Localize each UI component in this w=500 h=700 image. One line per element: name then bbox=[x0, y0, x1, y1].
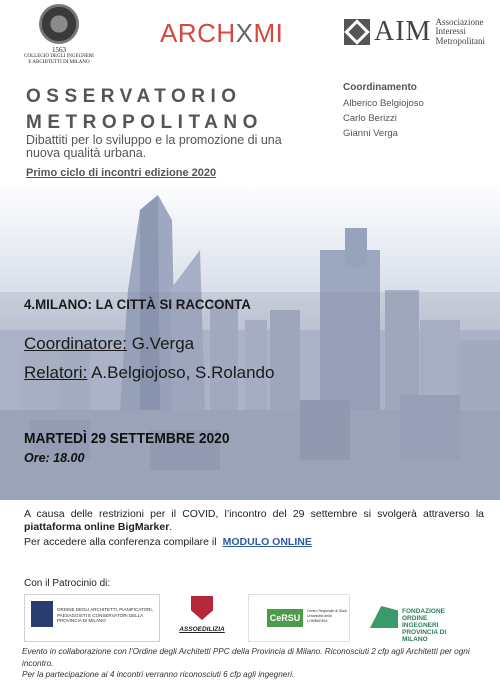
seal-icon bbox=[39, 4, 79, 44]
aim-subtitle-line3: Metropolitani bbox=[435, 35, 485, 46]
ordine-architetti-logo bbox=[24, 594, 160, 642]
cersu-mark: CeRSU bbox=[267, 609, 303, 627]
coordinatore-value: G.Verga bbox=[127, 334, 195, 353]
cycle-label: Primo ciclo di incontri edizione 2020 bbox=[26, 167, 217, 179]
coordinatore-label: Coordinatore: bbox=[24, 334, 128, 353]
ordine-architetti-text: ORDINE DEGLI ARCHITETTI, PIANIFICATORI, PAESAGGISTI E CONSERVATORI DELLA PROVINCIA DI MILANO bbox=[57, 607, 153, 623]
coordinamento-heading: Coordinamento bbox=[343, 82, 417, 93]
aim-mark-icon bbox=[344, 19, 370, 45]
aim-subtitle-line1: Associazione bbox=[435, 16, 484, 27]
fondazione-text bbox=[402, 608, 460, 643]
footer-line1: Evento in collaborazione con l’Ordine degli Architetti PPC della Provincia di Milano. Riconosciuti 2 cfp agli Architetti per ogni incontro. bbox=[22, 647, 470, 668]
subtitle: Dibattiti per lo sviluppo e la promozione di una nuova qualità urbana. bbox=[26, 133, 282, 160]
event-time: Ore: 18.00 bbox=[24, 451, 85, 465]
covid-notice-end: . bbox=[169, 521, 173, 533]
modulo-online-link[interactable]: MODULO ONLINE bbox=[222, 536, 312, 548]
archmi-logo-part1: ARCH bbox=[160, 18, 236, 48]
relatori-label: Relatori: bbox=[24, 363, 88, 382]
coordinamento-block bbox=[343, 82, 424, 143]
footer-notes bbox=[22, 646, 492, 681]
patrocinio-label: Con il Patrocinio di: bbox=[24, 578, 111, 589]
aim-logo bbox=[344, 16, 485, 48]
archmi-logo bbox=[160, 18, 283, 49]
aim-subtitle-line2: Interessi bbox=[435, 26, 466, 37]
collegio-logo bbox=[20, 4, 98, 66]
fondazione-icon bbox=[370, 606, 398, 628]
cersu-logo bbox=[248, 594, 350, 642]
assoedilizia-label: ASSOEDILIZIA bbox=[179, 626, 225, 633]
info-overlay-band bbox=[0, 292, 500, 500]
covid-notice bbox=[24, 508, 484, 534]
collegio-name-line1: COLLEGIO DEGLI INGEGNERI bbox=[24, 54, 94, 59]
relatori-value: A.Belgiojoso, S.Rolando bbox=[87, 363, 275, 382]
title-line1: OSSERVATORIO bbox=[26, 86, 242, 107]
footer-line2: Per la partecipazione ai 4 incontri verranno riconosciuti 6 cfp agli ingegneri. bbox=[22, 670, 295, 679]
ordine-architetti-icon bbox=[31, 601, 53, 627]
access-text: Per accedere alla conferenza compilare il bbox=[24, 536, 217, 548]
covid-notice-text: A causa delle restrizioni per il COVID, l’incontro del 29 settembre si svolgerà attraverso la bbox=[24, 508, 484, 520]
coordinator-name: Gianni Verga bbox=[343, 128, 398, 139]
event-relatori bbox=[24, 363, 274, 383]
fondazione-line3: PROVINCIA DI MILANO bbox=[402, 629, 447, 643]
fondazione-ingegneri-logo bbox=[370, 594, 460, 643]
access-instructions bbox=[24, 536, 312, 548]
title-line2: METROPOLITANO bbox=[26, 112, 263, 133]
platform-name: piattaforma online BigMarker bbox=[24, 521, 170, 533]
collegio-name-line2: E ARCHITETTI DI MILANO bbox=[28, 60, 90, 65]
event-title: 4.MILANO: LA CITTÀ SI RACCONTA bbox=[24, 296, 251, 312]
archmi-logo-x: X bbox=[235, 18, 254, 48]
fondazione-line1: FONDAZIONE bbox=[402, 608, 445, 615]
assoedilizia-logo bbox=[174, 594, 230, 640]
coordinator-name: Carlo Berizzi bbox=[343, 113, 397, 124]
aim-logo-subtitle bbox=[435, 18, 485, 47]
event-coordinatore bbox=[24, 334, 194, 354]
cersu-text: Centro Regionale di Studi Urbanistici della LOMBARDIA bbox=[307, 609, 347, 623]
aim-logo-text: AIM bbox=[374, 16, 432, 47]
archmi-logo-part2: MI bbox=[253, 18, 284, 48]
coordinator-name: Alberico Belgiojoso bbox=[343, 98, 424, 109]
fondazione-line2: ORDINE INGEGNERI bbox=[402, 615, 439, 629]
collegio-year: 1563 bbox=[52, 46, 66, 54]
shield-icon bbox=[191, 596, 213, 620]
event-date: MARTEDÌ 29 SETTEMBRE 2020 bbox=[24, 430, 230, 447]
